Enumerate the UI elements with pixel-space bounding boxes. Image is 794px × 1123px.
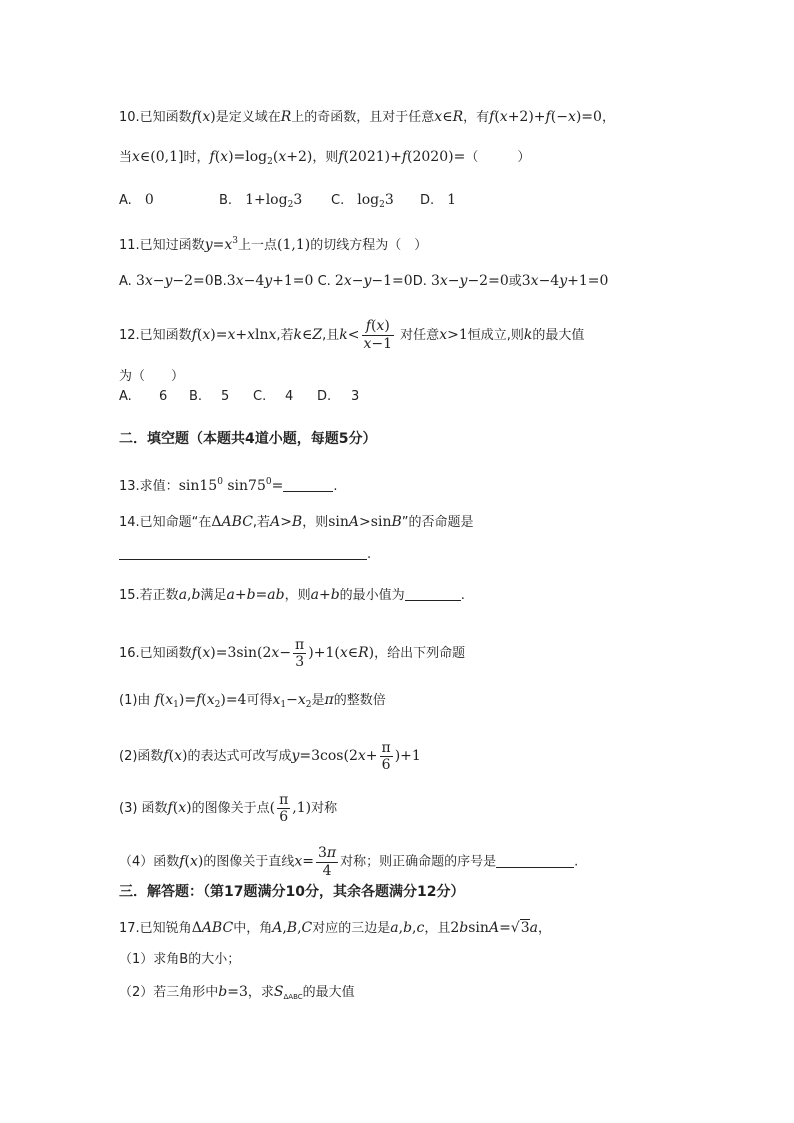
q10-options [119,190,456,215]
q16-proposition-2: (2)函数f(x)的表达式可改写成y=3cos(2x+ $\frac{\pi}{6}$ )+1 [119,740,421,773]
q11-options [119,271,608,292]
q11-option-b: B.3x−4y+1=0 [213,273,314,289]
q11-option-a: A. 3x−y−2=0 [119,273,214,289]
section3-heading: 三．解答题：（第17题满分10分，其余各题满分12分） [119,884,465,900]
q16-proposition-3: (3) 函数f(x)的图像关于点( $\frac{\pi}{6}$ ,1)对称 [119,792,338,825]
q13: 13.求值：$\sin 15^0$ $\sin 75^0=$ . [119,477,338,494]
q10-option-d: D. 1 [420,192,457,208]
section2-heading: 二．填空题（本题共4道小题，每题5分） [119,431,377,447]
q10-option-c: C. $\log_23$ [331,192,394,210]
q15: 15.若正数a,b满足a+b=ab，则a+b的最小值为 . [119,587,465,603]
q11-line1: 11.已知过函数$y=x^3$上一点(1,1)的切线方程为（ ） [119,236,428,253]
q14-line1: 14.已知命题“在ΔABC,若A>B，则sinA>sinB”的否命题是 [119,514,474,530]
q16-line1: 16.已知函数f(x)=3sin(2x− $\frac{\pi}{3}$ )+1(x∈R)，给出下列命题 [119,637,466,670]
q12-line1: 12.已知函数f(x)=x+xlnx,若k∈Z,且k< $\frac{f(x)}{x-1}$ 对任意x>1恒成立,则k的最大值 [119,318,585,352]
q10-option-b: B. $1+\log_23$ [219,192,303,210]
q10-line2: 当x∈(0,1]时，$f(x)=\log_2(x+2)$，则f(2021)+f(2020)=（ ） [119,149,531,167]
q17-part-2: （2）若三角形中b=3，求$S_{\Delta ABC}$的最大值 [119,984,355,1001]
q11-option-d: D. 3x−y−2=0或3x−4y+1=0 [412,273,609,289]
q12-fraction: $\frac{f(x)}{x-1}$ [363,318,393,352]
q12-options: A. 6 B. 5 C. 4 D. 3 [119,389,360,404]
q17-part-1: （1）求角B的大小； [119,952,241,967]
q10-option-a: A. 0 [119,192,154,208]
q10-line1: 10.已知函数f(x)是定义域在R上的奇函数，且对于任意x∈R，有f(x+2)+f(−x)=0， [119,109,615,125]
q16-proposition-1: (1)由 $f(x_1)=f(x_2)=4$可得$x_1-x_2$是π的整数倍 [119,692,386,710]
q17-line1: 17.已知锐角ΔABC中，角A,B,C对应的三边是a,b,c，且2bsinA=√3a， [119,920,552,936]
q11-option-c: C. 2x−y−1=0 [317,273,413,289]
q14-answer-line: . [119,545,371,565]
q16-proposition-4: （4）函数f(x)的图像关于直线x= $\frac{3\pi}{4}$ 对称；则正确命题的序号是 . [119,845,579,879]
q12-line2: 为（ ） [119,369,185,384]
